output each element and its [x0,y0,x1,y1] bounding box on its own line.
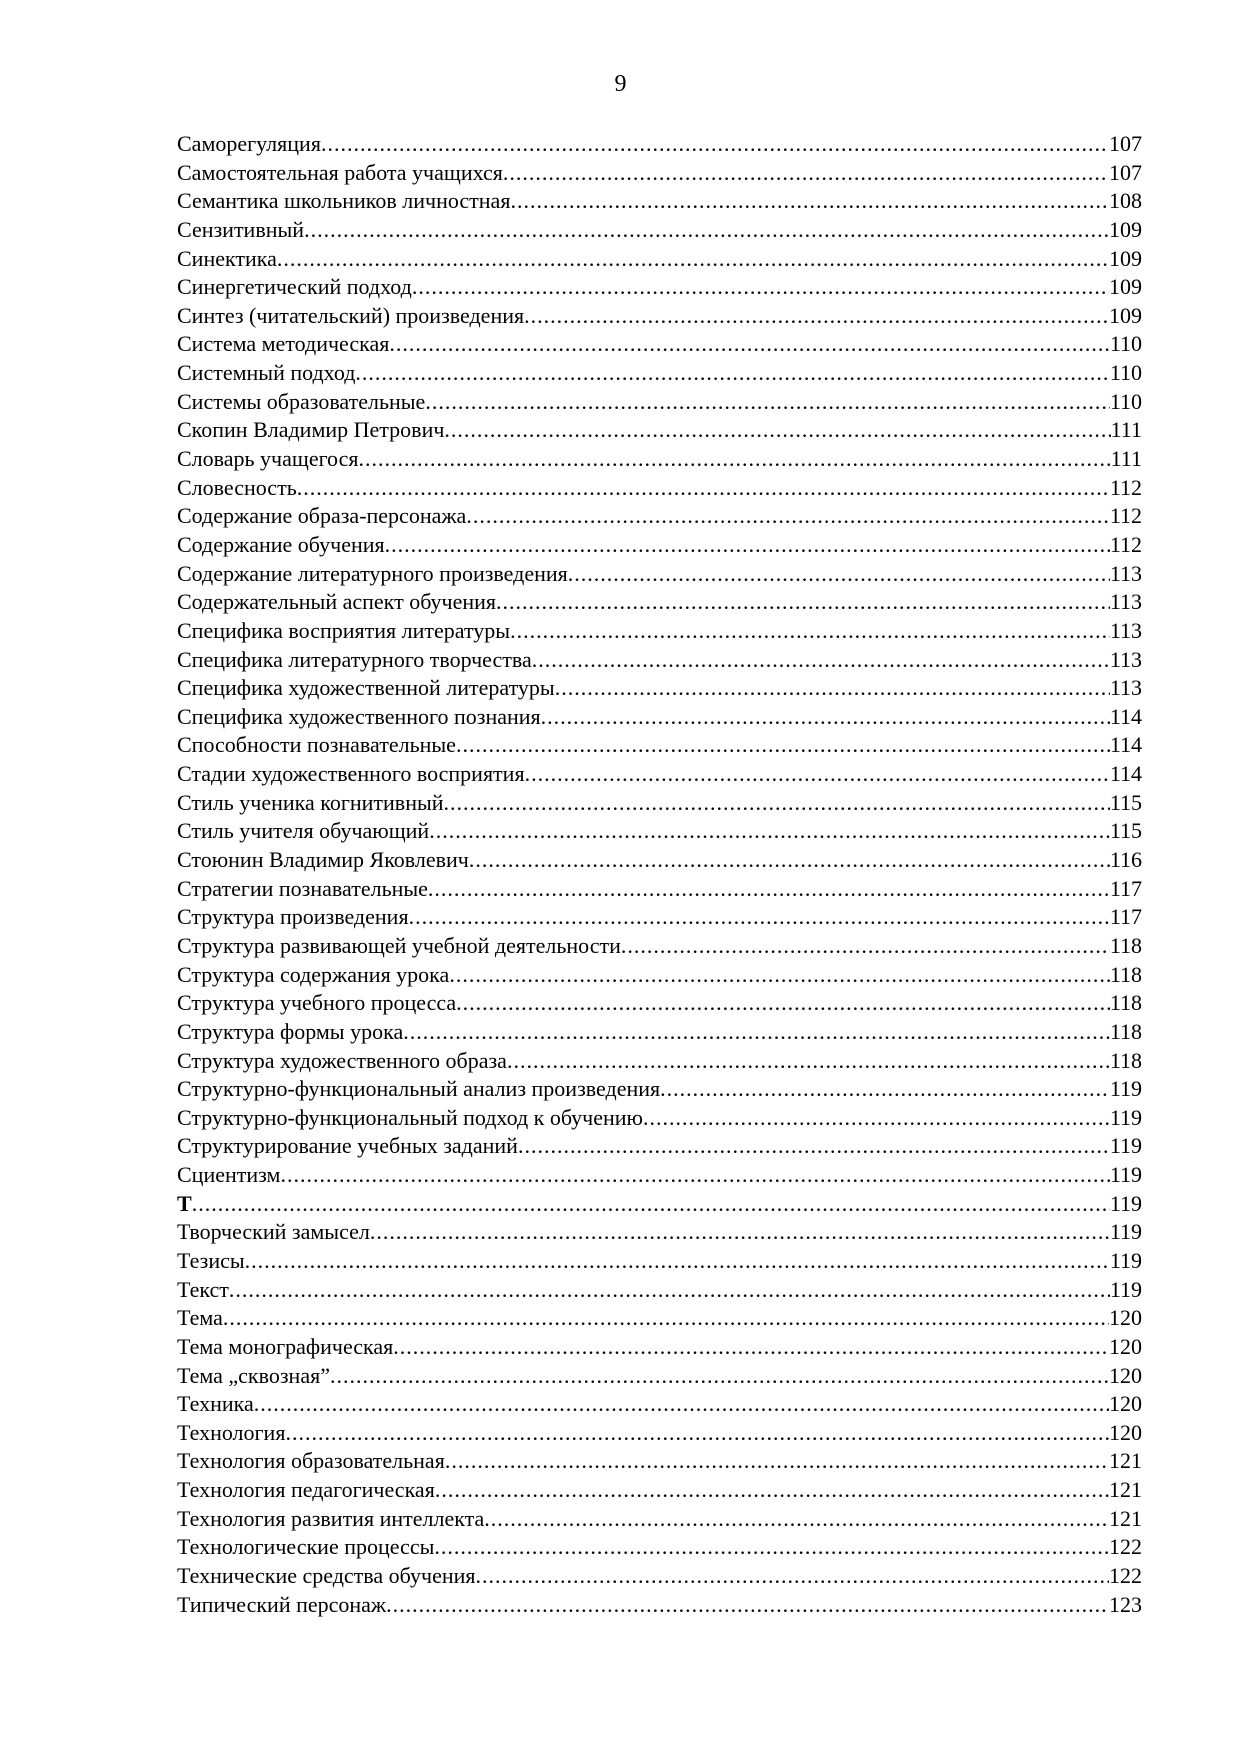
toc-entry-label: Содержательный аспект обучения [177,589,497,615]
toc-entry-page: 108 [1109,188,1142,214]
toc-entry [177,474,1142,503]
toc-entry-label: Содержание литературного произведения [177,560,568,586]
toc-entry [177,187,1142,216]
toc-leader-dots [445,1447,1109,1476]
toc-entry [177,1132,1142,1161]
toc-leader-dots [435,1476,1109,1505]
toc-entry [177,1333,1142,1362]
toc-entry-page: 113 [1109,560,1142,586]
toc-entry [177,531,1142,560]
toc-entry-label: Структура развивающей учебной деятельности [177,932,621,958]
toc-leader-dots [484,1505,1109,1534]
toc-leader-dots [412,273,1109,302]
toc-leader-dots [660,1075,1110,1104]
toc-entry [177,445,1142,474]
toc-leader-dots [429,817,1110,846]
toc-entry [177,617,1142,646]
toc-leader-dots [469,846,1110,875]
toc-leader-dots [280,1161,1109,1190]
toc-entry-label: Структура формы урока [177,1018,404,1044]
toc-entry-label: Саморегуляция [177,131,321,156]
toc-entry-label: Специфика восприятия литературы [177,617,511,643]
toc-entry-page: 113 [1109,675,1142,701]
toc-entry-page: 109 [1109,216,1142,242]
toc-entry-page: 120 [1109,1362,1142,1388]
toc-entry-label: Словесность [177,474,297,500]
toc-leader-dots [425,388,1109,417]
toc-entry-label: Структурно-функциональный анализ произведения [177,1076,661,1102]
toc-entry [177,216,1142,245]
toc-entry [177,1447,1142,1476]
toc-entry-page: 120 [1109,1305,1142,1331]
toc-entry [177,130,1142,159]
toc-entry-label: Самостоятельная работа учащихся [177,159,503,185]
toc-entry-page: 119 [1109,1076,1142,1102]
toc-entry [177,560,1142,589]
toc-entry-page: 107 [1109,131,1142,156]
toc-entry-page: 119 [1109,1190,1142,1216]
toc-entry [177,875,1142,904]
toc-leader-dots [525,760,1110,789]
toc-entry [177,1591,1142,1620]
toc-entry-label: Системный подход [177,360,356,386]
toc-leader-dots [444,416,1110,445]
toc-entry [177,416,1142,445]
toc-entry-page: 115 [1109,818,1142,844]
toc-entry [177,846,1142,875]
toc-entry-label: Стиль учителя обучающий [177,818,430,844]
toc-entry-label: Творческий замысел [177,1219,370,1245]
toc-entry-page: 117 [1109,875,1142,901]
toc-leader-dots [496,588,1110,617]
toc-entry-page: 114 [1109,732,1142,758]
toc-entry [177,1075,1142,1104]
page-number: 9 [614,71,627,97]
toc-entry-label: Синтез (читательский) произведения [177,302,525,328]
toc-entry-label: Специфика художественного познания [177,703,541,729]
toc-entry [177,359,1142,388]
table-of-contents [177,130,1142,1619]
toc-entry [177,1018,1142,1047]
toc-entry-label: Технологические процессы [177,1534,435,1560]
toc-leader-dots [330,1362,1109,1391]
toc-entry-label: Сензитивный [177,216,305,242]
toc-entry-label: Структура произведения [177,904,409,930]
toc-entry-page: 118 [1109,961,1142,987]
toc-entry-label: Стадии художественного восприятия [177,761,525,787]
toc-entry-label: Тема „сквозная” [177,1362,330,1388]
toc-entry-page: 118 [1109,1018,1142,1044]
toc-entry [177,1218,1142,1247]
toc-leader-dots [385,531,1110,560]
toc-entry [177,731,1142,760]
toc-entry-page: 112 [1109,531,1142,557]
toc-entry [177,388,1142,417]
toc-leader-dots [359,445,1111,474]
toc-entry-page: 119 [1109,1104,1142,1130]
toc-leader-dots [245,1247,1110,1276]
toc-leader-dots [532,646,1110,675]
toc-entry-page: 113 [1109,589,1142,615]
toc-entry-label: Стратегии познавательные [177,875,428,901]
toc-entry-page: 118 [1109,932,1142,958]
toc-leader-dots [192,1190,1110,1219]
toc-entry-page: 122 [1109,1534,1142,1560]
toc-entry-label: Тема [177,1305,223,1331]
toc-entry-page: 109 [1109,302,1142,328]
toc-entry-page: 121 [1109,1505,1142,1531]
toc-leader-dots [510,617,1110,646]
toc-entry-label: Структурно-функциональный подход к обучению [177,1104,643,1130]
toc-entry-page: 113 [1109,646,1142,672]
toc-entry-label: Структура учебного процесса [177,990,457,1016]
toc-entry-label: Система методическая [177,331,390,357]
toc-entry [177,1562,1142,1591]
toc-entry-label: Синергетический подход [177,274,412,300]
toc-entry-page: 110 [1109,388,1142,414]
toc-leader-dots [434,1533,1109,1562]
toc-leader-dots [428,875,1110,904]
toc-entry [177,1419,1142,1448]
toc-leader-dots [229,1276,1110,1305]
toc-entry-page: 118 [1109,1047,1142,1073]
toc-leader-dots [321,130,1109,159]
toc-entry-label: Способности познавательные [177,732,456,758]
toc-entry-label: Техника [177,1391,254,1417]
toc-entry-page: 114 [1109,761,1142,787]
toc-entry [177,932,1142,961]
toc-leader-dots [370,1218,1110,1247]
toc-leader-dots [403,1018,1110,1047]
toc-leader-dots [476,1562,1109,1591]
toc-leader-dots [518,1132,1110,1161]
toc-entry-page: 109 [1109,245,1142,271]
toc-entry-label: Технические средства обучения [177,1563,476,1589]
toc-leader-dots [386,1591,1109,1620]
toc-entry [177,502,1142,531]
toc-leader-dots [510,187,1109,216]
toc-entry [177,817,1142,846]
toc-leader-dots [444,789,1110,818]
toc-entry-page: 112 [1109,503,1142,529]
toc-entry-page: 117 [1109,904,1142,930]
toc-leader-dots [643,1104,1110,1133]
toc-entry-page: 118 [1109,990,1142,1016]
toc-leader-dots [507,1047,1110,1076]
toc-entry-label: Т [177,1190,192,1216]
toc-leader-dots [503,159,1109,188]
toc-entry-label: Технология [177,1419,286,1445]
toc-leader-dots [466,502,1109,531]
toc-leader-dots [555,674,1110,703]
toc-entry-page: 113 [1109,617,1142,643]
toc-leader-dots [524,302,1109,331]
toc-entry-label: Семантика школьников личностная [177,188,511,214]
toc-entry-page: 122 [1109,1563,1142,1589]
toc-entry [177,588,1142,617]
toc-entry [177,1190,1142,1219]
toc-entry-label: Структура художественного образа [177,1047,507,1073]
toc-entry [177,1047,1142,1076]
toc-entry [177,961,1142,990]
toc-entry-label: Структурирование учебных заданий [177,1133,518,1159]
toc-entry-page: 119 [1109,1276,1142,1302]
toc-entry [177,789,1142,818]
toc-leader-dots [285,1419,1109,1448]
toc-entry-label: Технология образовательная [177,1448,445,1474]
toc-entry-page: 120 [1109,1391,1142,1417]
toc-entry [177,302,1142,331]
toc-leader-dots [277,245,1109,274]
toc-entry [177,1104,1142,1133]
toc-leader-dots [223,1304,1109,1333]
toc-entry-label: Содержание обучения [177,531,385,557]
toc-entry [177,1247,1142,1276]
toc-leader-dots [456,731,1110,760]
toc-leader-dots [389,330,1109,359]
toc-entry-label: Сциентизм [177,1162,281,1188]
toc-entry-page: 111 [1110,446,1142,472]
toc-entry-page: 114 [1109,703,1142,729]
toc-entry [177,989,1142,1018]
toc-leader-dots [304,216,1109,245]
toc-entry-label: Типический персонаж [177,1591,387,1617]
toc-entry [177,1533,1142,1562]
toc-entry-page: 109 [1109,274,1142,300]
toc-entry [177,1276,1142,1305]
toc-entry-page: 116 [1109,847,1142,873]
toc-leader-dots [393,1333,1109,1362]
toc-leader-dots [409,903,1110,932]
toc-leader-dots [254,1390,1109,1419]
toc-entry-page: 120 [1109,1333,1142,1359]
toc-leader-dots [355,359,1109,388]
toc-entry-label: Словарь учащегося [177,446,359,472]
toc-entry-label: Структура содержания урока [177,961,450,987]
toc-entry-page: 111 [1110,417,1142,443]
toc-entry-label: Тема монографическая [177,1333,394,1359]
toc-entry [177,1304,1142,1333]
toc-leader-dots [449,961,1110,990]
toc-entry-page: 120 [1109,1419,1142,1445]
toc-entry-page: 121 [1109,1477,1142,1503]
toc-entry-label: Специфика художественной литературы [177,675,555,701]
toc-entry [177,330,1142,359]
toc-entry-page: 119 [1109,1162,1142,1188]
toc-leader-dots [297,474,1110,503]
toc-entry-label: Скопин Владимир Петрович [177,417,445,443]
toc-entry [177,1362,1142,1391]
toc-leader-dots [456,989,1110,1018]
toc-entry [177,245,1142,274]
toc-leader-dots [541,703,1110,732]
toc-entry-label: Системы образовательные [177,388,426,414]
toc-entry [177,760,1142,789]
toc-entry [177,1476,1142,1505]
toc-entry-page: 110 [1109,331,1142,357]
toc-entry [177,703,1142,732]
toc-entry-label: Специфика литературного творчества [177,646,532,672]
toc-entry [177,1390,1142,1419]
toc-entry [177,159,1142,188]
toc-entry [177,273,1142,302]
toc-entry-page: 123 [1109,1591,1142,1617]
toc-entry-page: 119 [1109,1133,1142,1159]
toc-entry [177,1505,1142,1534]
toc-entry-page: 119 [1109,1219,1142,1245]
toc-entry [177,903,1142,932]
toc-entry-page: 115 [1109,789,1142,815]
toc-entry-page: 107 [1109,159,1142,185]
toc-entry-page: 119 [1109,1247,1142,1273]
toc-entry-label: Синектика [177,245,277,271]
toc-leader-dots [621,932,1110,961]
toc-entry-page: 121 [1109,1448,1142,1474]
toc-entry-label: Стоюнин Владимир Яковлевич [177,847,469,873]
toc-entry-label: Тезисы [177,1247,245,1273]
toc-entry-label: Содержание образа-персонажа [177,503,467,529]
toc-leader-dots [568,560,1110,589]
toc-entry [177,646,1142,675]
toc-entry-label: Текст [177,1276,229,1302]
toc-entry-label: Технология педагогическая [177,1477,435,1503]
toc-entry [177,1161,1142,1190]
toc-entry-label: Технология развития интеллекта [177,1505,485,1531]
toc-entry-label: Стиль ученика когнитивный [177,789,444,815]
toc-entry-page: 110 [1109,360,1142,386]
toc-entry-page: 112 [1109,474,1142,500]
toc-entry [177,674,1142,703]
